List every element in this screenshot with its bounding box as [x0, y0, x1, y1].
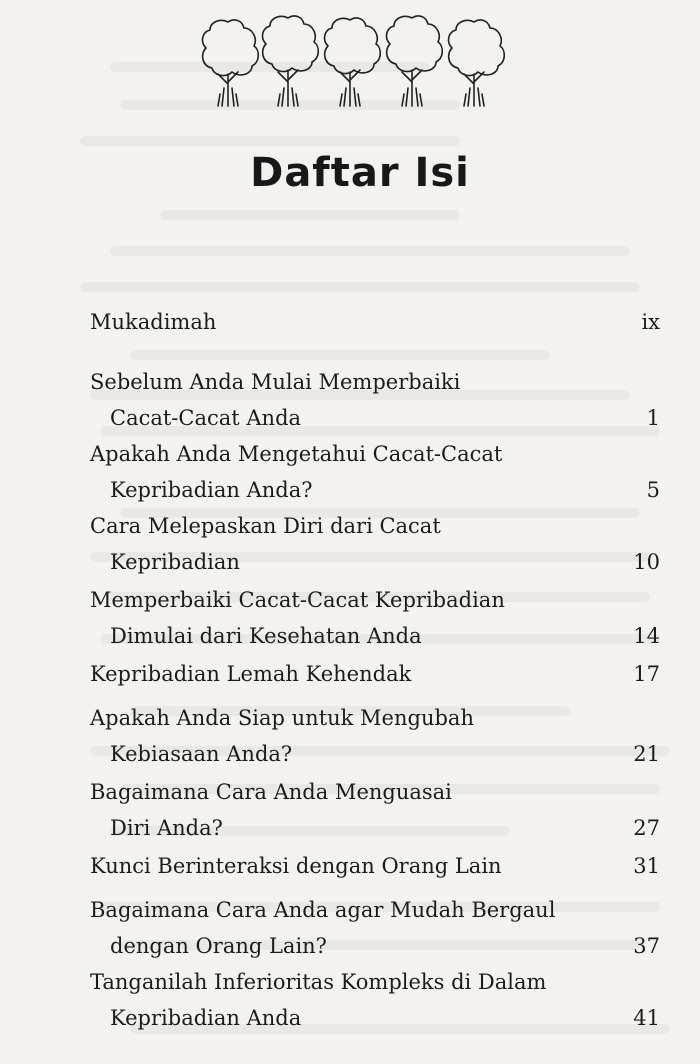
toc-page-number: 21: [633, 742, 660, 766]
toc-entry: [90, 656, 660, 692]
toc-entry-title-cont: Dimulai dari Kesehatan Anda: [110, 624, 422, 648]
toc-page-number: 5: [646, 478, 660, 502]
toc-entry: [90, 700, 660, 772]
toc-entry-title: Kepribadian Lemah Kehendak: [90, 662, 412, 686]
toc-entry-title: Bagaimana Cara Anda agar Mudah Bergaul: [90, 898, 556, 922]
toc-entry-title: Mukadimah: [90, 310, 217, 334]
toc-entry: [90, 304, 660, 340]
toc-entry: [90, 582, 660, 654]
toc-page-number: 17: [633, 662, 660, 686]
toc-entry-title: Sebelum Anda Mulai Memperbaiki: [90, 370, 461, 394]
toc-page-number: 41: [633, 1006, 660, 1030]
toc-entry: [90, 964, 660, 1036]
toc-page-number: 1: [646, 406, 660, 430]
toc-entry: [90, 892, 660, 964]
toc-entry-title-cont: dengan Orang Lain?: [110, 934, 327, 958]
toc-entry-title: Bagaimana Cara Anda Menguasai: [90, 780, 452, 804]
toc-page-number: 14: [633, 624, 660, 648]
toc-page-number: 31: [633, 854, 660, 878]
toc-entry-title-cont: Kepribadian Anda?: [110, 478, 313, 502]
toc-entry-title: Cara Melepaskan Diri dari Cacat: [90, 514, 441, 538]
page-title: Daftar Isi: [250, 150, 470, 196]
toc-page-number: ix: [641, 310, 660, 334]
toc-entry: [90, 508, 660, 580]
toc-entry-title: Memperbaiki Cacat-Cacat Kepribadian: [90, 588, 505, 612]
trees-icon: [196, 14, 512, 120]
toc-entry: [90, 774, 660, 846]
toc-entry-title: Tanganilah Inferioritas Kompleks di Dalam: [90, 970, 547, 994]
toc-page-number: 10: [633, 550, 660, 574]
toc-page-number: 27: [633, 816, 660, 840]
toc-entry: [90, 364, 660, 436]
toc-entry-title-cont: Kepribadian: [110, 550, 240, 574]
toc-page-number: 37: [633, 934, 660, 958]
toc-entry: [90, 436, 660, 508]
toc-entry-title: Apakah Anda Mengetahui Cacat-Cacat: [90, 442, 503, 466]
toc-entry-title: Kunci Berinteraksi dengan Orang Lain: [90, 854, 502, 878]
toc-entry-title-cont: Cacat-Cacat Anda: [110, 406, 302, 430]
toc-entry-title-cont: Diri Anda?: [110, 816, 223, 840]
toc-entry-title-cont: Kepribadian Anda: [110, 1006, 302, 1030]
toc-entry-title-cont: Kebiasaan Anda?: [110, 742, 293, 766]
toc-entry: [90, 848, 660, 884]
toc-entry-title: Apakah Anda Siap untuk Mengubah: [90, 706, 474, 730]
